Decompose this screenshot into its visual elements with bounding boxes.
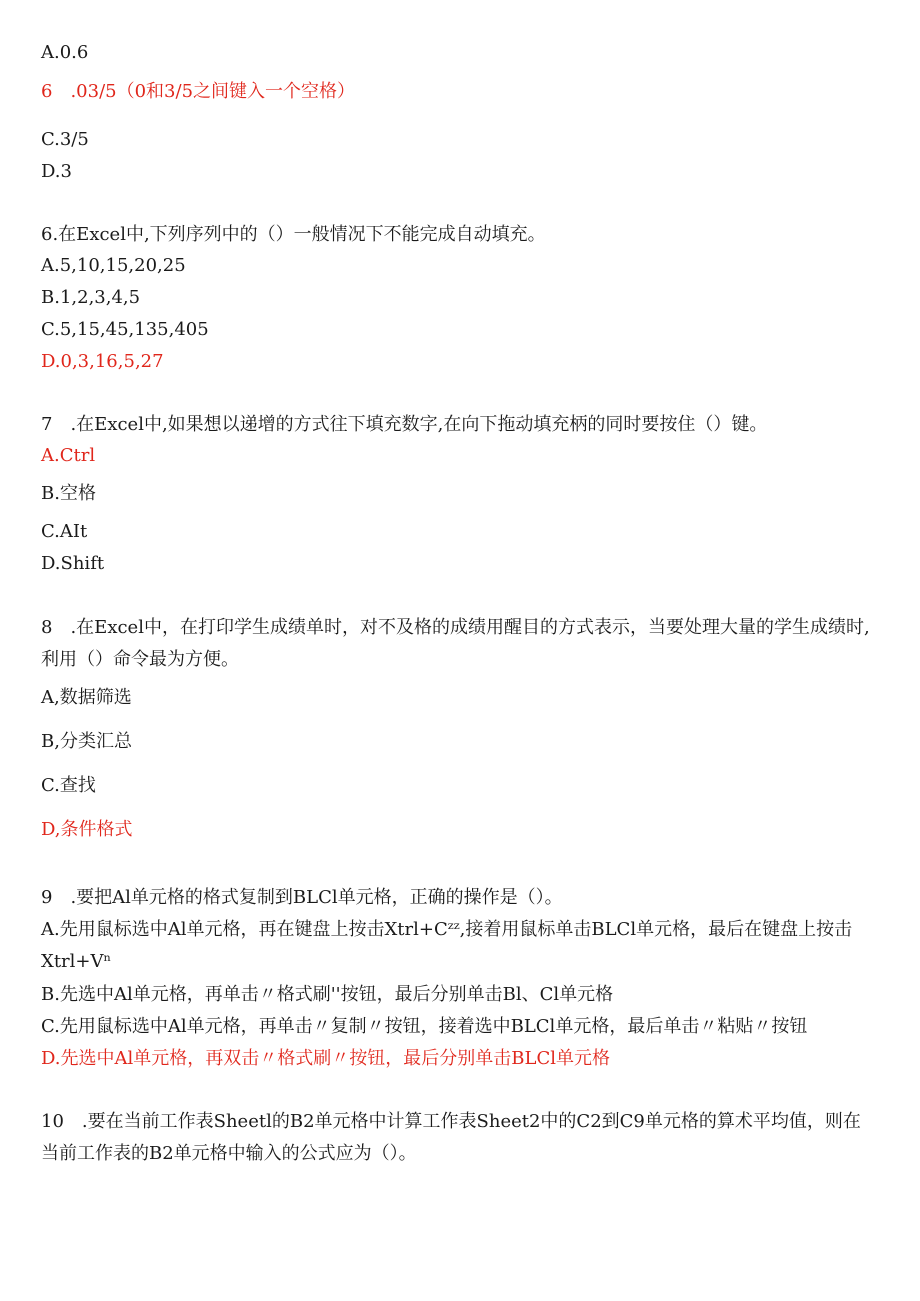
question-6: 6.在Excel中,下列序列中的（）一般情况下不能完成自动填充。 [41,224,546,245]
question-9: 9 .要把Al单元格的格式复制到BLCl单元格，正确的操作是（）。 [41,887,563,908]
option-c-q6: C.5,15,45,135,405 [41,319,209,340]
question-7: 7 .在Excel中,如果想以递增的方式往下填充数字,在向下拖动填充柄的同时要按住（）键。 [41,414,768,435]
option-b-q7: B.空格 [41,483,96,504]
option-b-q9: B.先选中Al单元格，再单击〃格式刷''按钮，最后分别单击Bl、Cl单元格 [41,984,614,1005]
option-b-q6: B.1,2,3,4,5 [41,287,141,308]
option-a-q8: A,数据筛选 [41,687,132,708]
option-c-q5: C.3/5 [41,129,89,150]
option-d-q7: D.Shift [41,553,105,574]
answer-option-q5: 6 .03/5（0和3/5之间键入一个空格） [41,81,356,102]
option-a-q9: A.先用鼠标选中Al单元格，再在键盘上按击Xtrl+Cᶻᶻ,接着用鼠标单击BLCl单元格，最后在键盘上按击Xtrl+Vⁿ [41,919,853,972]
answer-option-q8: D,条件格式 [41,819,133,840]
answer-option-q9: D.先选中Al单元格，再双击〃格式刷〃按钮，最后分别单击BLCl单元格 [41,1048,610,1069]
option-b-q8: B,分类汇总 [41,731,132,752]
option-a-q5: A.0.6 [41,42,89,63]
answer-option-q6: D.0,3,16,5,27 [41,351,164,372]
question-10: 10 .要在当前工作表Sheetl的B2单元格中计算工作表Sheet2中的C2到C9单元格的算术平均值，则在当前工作表的B2单元格中输入的公式应为（）。 [41,1111,861,1164]
option-c-q7: C.AIt [41,521,88,542]
answer-option-q7: A.Ctrl [41,445,96,466]
option-d-q5: D.3 [41,161,72,182]
option-c-q8: C.查找 [41,775,96,796]
option-a-q6: A.5,10,15,20,25 [41,255,186,276]
question-8: 8 .在Excel中，在打印学生成绩单时，对不及格的成绩用醒目的方式表示，当要处理大量的学生成绩时,利用（）命令最为方便。 [41,617,870,670]
option-c-q9: C.先用鼠标选中Al单元格，再单击〃复制〃按钮，接着选中BLCl单元格，最后单击〃粘贴〃按钮 [41,1016,808,1037]
